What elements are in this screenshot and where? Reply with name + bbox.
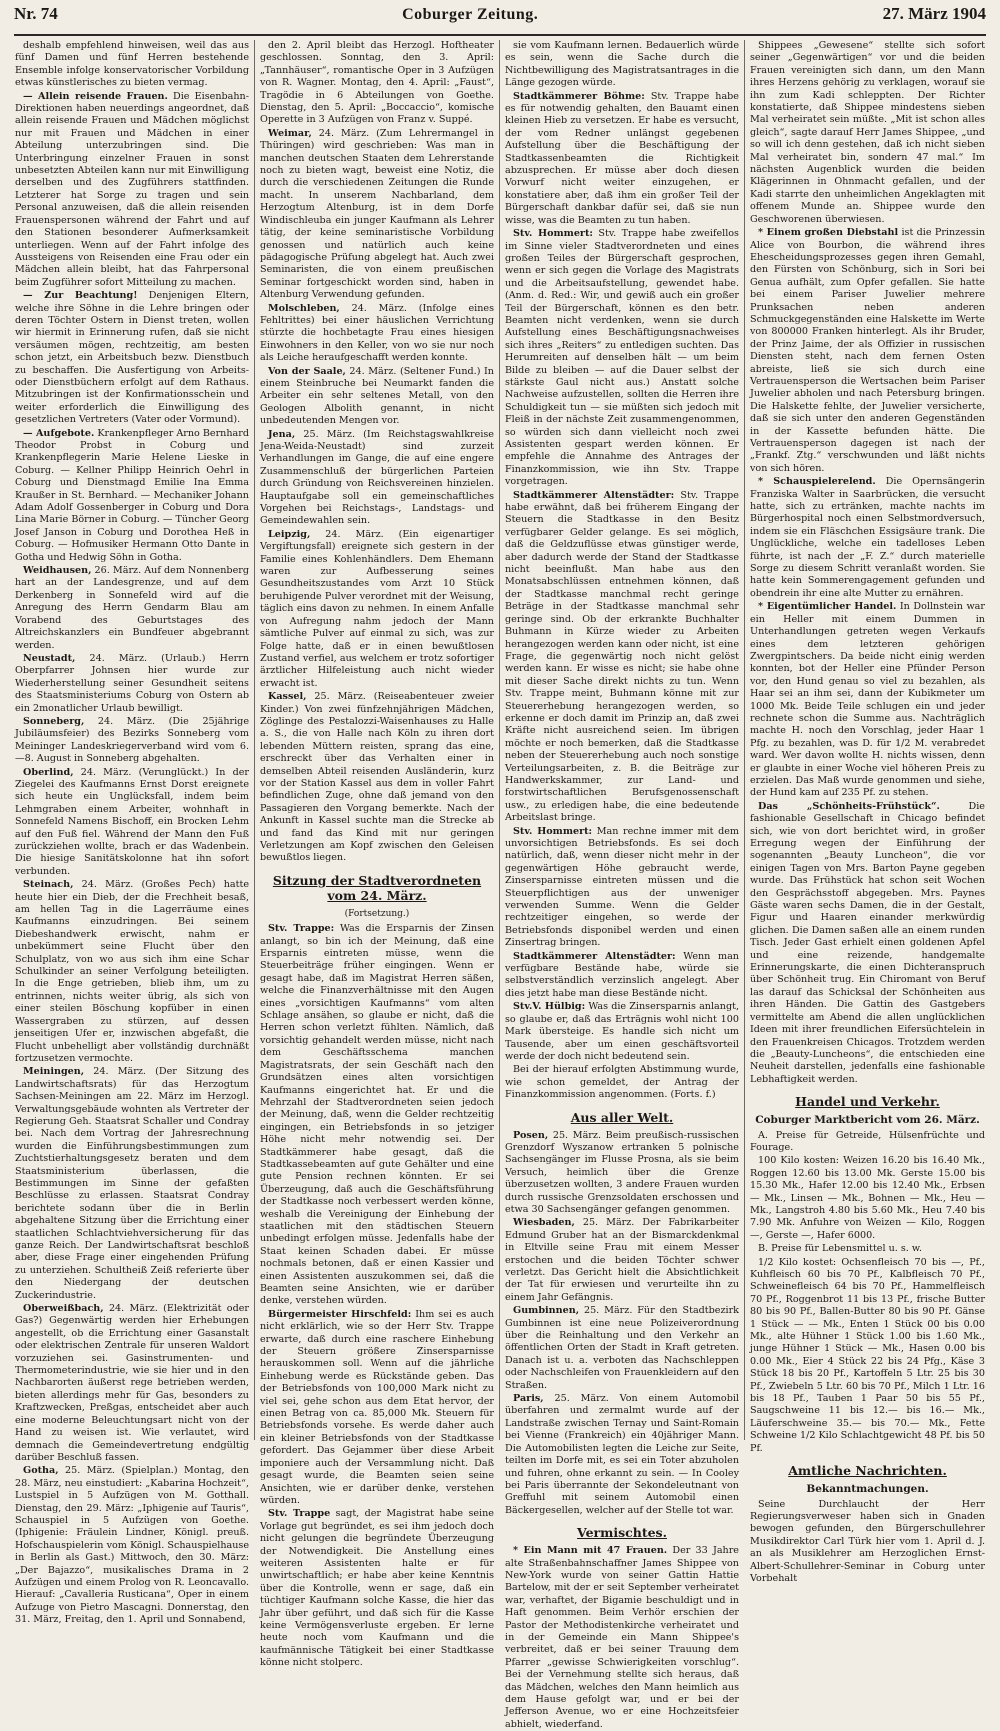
article-paragraph [750, 476, 985, 600]
article-paragraph [750, 801, 985, 1086]
newspaper-title: Coburger Zeitung. [402, 6, 539, 23]
article-paragraph [505, 1064, 739, 1101]
issue-number: Nr. 74 [14, 4, 58, 23]
article-lead: Stv. Trappe: [268, 923, 335, 935]
issue-date: 27. März 1904 [882, 4, 986, 23]
article-paragraph [750, 1155, 985, 1242]
article-paragraph [505, 228, 739, 489]
article-lead: Steinach, [23, 879, 74, 891]
article-lead: Stadtkämmerer Böhme: [513, 90, 645, 102]
article-lead: Posen, [513, 1129, 549, 1141]
article-text: Der 33 Jahre alte Straßenbahnschaffner James Shippee von New-York wurde von seiner Gattin Hattie Bartelow, mit der er seit September verheiratet war, verhaftet, der Bigamie beschuldigt und in Haft genommen. Beim Verhör erschien der Pastor der Methodistenkirche verheiratet und in der Gemeinde ein Mann Shippee's verbreitet, daß er bei seiner Trauung dem Pfarrer „gewisse Schwierigkeiten vorschlug“. Bei der Vernehmung stellte sich heraus, daß das Mädchen, welches den Mann heimlich aus dem Hause gefolgt war, und er bei der Jefferson Avenue, wo er eine Hochzeitsfeier abhielt, wiederfand. [505, 1545, 739, 1730]
article-lead: Paris, [513, 1393, 544, 1405]
article-lead: — Aufgebote. [23, 427, 95, 439]
section-heading: Sitzung der Stadtverordneten vom 24. März. [272, 872, 482, 903]
article-paragraph [750, 1243, 985, 1255]
article-paragraph [15, 716, 249, 766]
article-lead: Wiesbaden, [513, 1217, 575, 1229]
article-paragraph [505, 1001, 739, 1063]
article-lead: Kassel, [268, 691, 307, 703]
article-text: Stv. Trappe habe es für notwendig gehalten, den Bauamt einen kleinen Hieb zu versetzen. Er habe es versucht, der vom Redner unlängst gegebenen Aufstellung über die Beschäftigung der Stadtkassenbeamten die Richtigkeit abzusprechen. Er müsse aber doch diesen Vorwurf nicht weiter einzugehen, er konstatiere aber, daß ihm ein großer Teil der Bürgerschaft dankbar dafür sei, daß sie nun wisse, was die Beamten zu tun haben. [505, 90, 739, 226]
article-text: 24. März. (Zum Lehrermangel in Thüringen) wird geschrieben: Was man in manchen deutschen Staaten dem Lehrerstande noch zu bieten wagt, beweist eine Notiz, die durch die verschiedenen Zeitungen die Runde macht. In unserem Nachbarland, dem Herzogtum Altenburg, ist in dem Dorfe Windischleuba ein junger Kaufmann als Lehrer tätig, der keine seminaristische Vorbildung genossen und natürlich auch keine pädagogische Prüfung abgelegt hat. Auch zwei Seminaristen, die von einem preußischen Seminar fortgeschickt worden sind, haben in Altenburg Verwendung gefunden. [260, 127, 494, 301]
article-paragraph [260, 1309, 494, 1508]
article-paragraph [260, 128, 494, 302]
article-text: 25. März. Der Fabrikarbeiter Edmund Gruber hat an der Bismarckdenkmal in Eltville seine Frau mit einem Messer erstochen und die beiden Töchter schwer verletzt. Das Gericht hielt die Absichtlichkeit der Tat für erwiesen und verurteilte ihn zu einem Jahr Gefängnis. [505, 1217, 739, 1303]
article-text: B. Preise für Lebensmittel u. s. w. [758, 1243, 923, 1255]
column-4 [745, 40, 990, 1584]
article-text: 25. März. (Im Reichstagswahlkreise Jena-Weida-Neustadt) sind zurzeit Verhandlungen im Gange, die auf eine engere Zusammenschluß der bürgerlichen Parteien durch Gründung von Reichsvereinen hinzielen. Hauptaufgabe soll ein gemeinschaftliches Vorgehen bei Reichstags-, Landstags- und Gemeindewahlen sein. [260, 428, 494, 527]
article-text: den 2. April bleibt das Herzogl. Hoftheater geschlossen. Sonntag, den 3. April: „Tannhäuser“, romantische Oper in 3 Aufzügen von R. Wagner. Montag, den 4. April: „Faust“, Tragödie in 6 Abteilungen von Goethe. Dienstag, den 5. April: „Boccaccio“, komische Operette in 3 Aufzügen von Franz v. Suppé. [260, 40, 494, 126]
article-lead: Stv.V. Hülbig: [513, 1001, 586, 1013]
article-lead: Gumbinnen, [513, 1305, 580, 1317]
column-1 [10, 40, 255, 1626]
article-paragraph [505, 951, 739, 1001]
article-paragraph [260, 429, 494, 528]
article-paragraph [15, 879, 249, 1065]
sub-heading: Bekanntmachungen. [806, 1483, 929, 1496]
column-3 [500, 40, 745, 1730]
article-lead: Von der Saale, [268, 365, 346, 377]
article-text: 26. März. Auf dem Nonnenberg hart an der Landesgrenze, und auf dem Derkenberg in Sonnefeld wird auf die Anregung des Herrn Gendarm Blau am Vorabend des Geburtstages des Altreichskanzlers ein Bundfeuer abgebrannt werden. [15, 565, 249, 651]
article-lead: Weidhausen, [23, 565, 92, 577]
article-lead: Das „Schönheits-Frühstück“. [758, 800, 940, 812]
article-lead: Oberweißbach, [23, 1303, 104, 1315]
article-paragraph [15, 1303, 249, 1464]
article-paragraph [505, 1217, 739, 1304]
article-paragraph [505, 490, 739, 825]
article-text: 24. März. (Großes Pech) hatte heute hier ein Dieb, der die Frechheit besaß, am hellen Tag in die Lagerräume eines Kaufmanns einzudringen. Bei seinem Diebeshandwerk erwischt, nahm er unbekümmert seine Flucht über den Schulplatz, von wo aus sich ihm eine Schar Schulkinder an seiner Verfolgung beteiligten. In die Enge getrieben, blieb ihm, um zu entrinnen, nichts weiter übrig, als sich von einer steilen Böschung kopfüber in einen Wassergraben zu stürzen, auf dessen jenseitigen Ufer er, inzwischen abgefaßt, die Flucht unbehelligt aber vollständig durchnäßt fortzusetzen vermochte. [15, 879, 249, 1064]
article-text: 24. März. (Verunglückt.) In der Ziegelei des Kaufmanns Ernst Dorst ereignete sich heute ein Unglücksfall, indem beim Lehmgraben einem Arbeiter, wohnhaft in Sonnefeld Namens Bischoff, ein Brocken Lehm auf den Fuß fiel. Während der Mann den Fuß zurückziehen wollte, brach er das Wadenbein. Die hiesige Sanitätskolonne hat ihn sofort verbunden. [15, 766, 249, 877]
article-text: ist die Prinzessin Alice von Bourbon, die während ihres Ehescheidungsprozesses gegen ihren Gemahl, den Fürsten von Schönburg, sich in Sori bei Genua aufhält, zum Opfer gefallen. Sie hatte bei einem Pariser Juwelier mehrere Prunksachen neben anderen Schmuckgegenständen eine Halskette im Werte von 800000 Franken hinterlegt. Als ihr Bruder, der Prinz Jaime, der als Offizier in russischen Diensten steht, nach dem fernen Osten abreiste, ließ sie sich durch eine Vertrauensperson die Wertsachen beim Pariser Juwelier abholen und nach Petersburg bringen. Die Halskette fehlte, der Juwelier versicherte, daß sie sich unter den anderen Gegenständen in der Kassette befunden hätte. Die Vertrauensperson dagegen ist nach der „Frankf. Ztg.“ verschwunden und läßt nichts von sich hören. [750, 227, 985, 474]
article-paragraph [505, 40, 739, 90]
article-paragraph [505, 91, 739, 227]
article-lead: Stadtkämmerer Altenstädter: [513, 950, 676, 962]
article-text: 25. März. Von einem Automobil überfahren und zermalmt wurde auf der Landstraße zwischen Ternay und Saint-Romain bei Vienne (Frankreich) ein 40jähriger Mann. Die Automobilisten legten die Leiche zur Seite, teilten im Dorfe mit, es sei ein Toter abzuholen und fuhren, ohne erkannt zu sein. — In Cooley bei Paris überrannte der Sekondeleutnant von Greffuhl mit seinem Automobil einen Bäckergesellen, welcher auf der Stelle tot war. [505, 1393, 739, 1516]
article-lead: Stadtkämmerer Altenstädter: [513, 489, 675, 501]
article-text: Man rechne immer mit dem unvorsichtigen Betriebsfonds. Es sei doch natürlich, daß, wenn dieser nicht mehr in der gegenwärtigen Höhe gebraucht werde, Zinsersparnisse eintreten müssen und die Steuerpflichtigen aus der unweniger verwenden Summe. Wenn die Gelder rechtzeitiger eingehen, so werde der Betriebsfonds disponibel werden und einen Zinsertrag bringen. [505, 825, 739, 949]
article-text: 25. März. (Spielplan.) Montag, den 28. März, neu einstudiert: „Kabarina Hochzeit“, Lustspiel in 5 Aufzügen von M. Gotthall. Dienstag, den 29. März: „Iphigenie auf Tauris“, Schauspiel in 5 Aufzügen von Goethe. (Iphigenie: Fräulein Lindner, Königl. preuß. Hofschauspielerin vom Königl. Schauspielhause in Berlin als Gast.) Mittwoch, den 30. März: „Der Bajazzo“, musikalisches Drama in 2 Aufzügen und einem Prolog von R. Leoncavallo. Hierauf: „Cavalleria Rusticana“, Oper in einem Aufzuge von Pietro Mascagni. Donnerstag, den 31. März, Freitag, den 1. April und Sonnabend, [15, 1465, 249, 1626]
article-text: sie vom Kaufmann lernen. Bedauerlich würde es sein, wenn die Sache durch die Nichtbewilligung des Magistratsantrages in die Länge gezogen würde. [505, 40, 739, 89]
article-paragraph [505, 1393, 739, 1517]
article-lead: Meiningen, [23, 1066, 85, 1078]
article-paragraph [505, 1305, 739, 1392]
article-paragraph [750, 40, 985, 226]
article-lead: Stv. Trappe [268, 1508, 331, 1520]
article-text: 25. März. Für den Stadtbezirk Gumbinnen ist eine neue Polizeiverordnung über die Reinhaltung und den Verkehr an öffentlichen Orten der Stadt in Kraft getreten. Danach ist u. a. verboten das Nachschleppen oder Nachschleifen von Frauenkleidern auf den Straßen. [505, 1305, 739, 1391]
article-text: Was die Zinsersparnis anlangt, so glaube er, daß das Erträgnis wohl nicht 100 Mark übersteige. Es handle sich nicht um Tausende, aber um einen geschäftsvorteil werde der doch nicht bedeutend sein. [505, 1001, 739, 1062]
article-paragraph [260, 366, 494, 428]
article-text: 100 Kilo kosten: Weizen 16.20 bis 16.40 Mk., Roggen 12.60 bis 13.00 Mk. Gerste 15.00 bis 15.30 Mk., Hafer 12.00 bis 12.40 Mk., Erbsen — Mk., Linsen — Mk., Bohnen — Mk., Heu — Mk., Langstroh 4.80 bis 5.60 Mk., Heu 7.40 bis 7.90 Mk. Anfuhre von Weizen — Kilo, Roggen —, Gerste —, Hafer 6000. [750, 1155, 985, 1241]
article-text: Seine Durchlaucht der Herr Regierungsverweser haben sich in Gnaden bewogen gefunden, den Bürgerschullehrer Musikdirektor Carl Türk hier vom 1. April d. J. an als Musiklehrer am Herzoglichen Ernst-Albert-Schullehrer-Seminar in Coburg unter Vorbehalt [750, 1498, 985, 1584]
article-text: Bei der hierauf erfolgten Abstimmung wurde, wie schon gemeldet, der Antrag der Finanzkommission angenommen. (Forts. f.) [505, 1064, 739, 1101]
article-paragraph [750, 1130, 985, 1155]
article-paragraph [15, 565, 249, 652]
article-text: 24. März. (Elektrizität oder Gas?) Gegenwärtig werden hier Erhebungen angestellt, ob die Errichtung einer Gasanstalt oder elektrischen Zentrale für unseren Waldort vorzuziehen sei. Gasinstrumenten- und Thermometerindustrie, wie sie hier und in den Nachbarorten äußerst rege betrieben werden, bieten allerdings mehr für Gas, besonders zu Kraftzwecken, Preßgas, entscheidet aber auch eine moderne Beleuchtungsart nicht von der Hand zu weisen ist. Wie verlautet, wird demnach die Gemeindevertretung endgültig darüber Beschluß fassen. [15, 1303, 249, 1463]
article-text: 24. März. (Urlaub.) Herrn Oberpfarrer Johnsen hier wurde zur Wiederherstellung seiner Gesundheit seitens des Staatsministeriums Coburg von Ostern ab ein 2monatlicher Urlaub bewilligt. [15, 652, 249, 714]
article-paragraph [260, 691, 494, 865]
article-text: Die Opernsängerin Franziska Walter in Saarbrücken, die versucht hatte, sich zu ertränken, machte nachts im Bürgerhospital noch einen Selbstmordversuch, indem sie ein Fläschchen Essigsäure trank. Die Unglückliche, welche ein tadelloses Leben führte, ist nach der „F. Z.“ durch materielle Sorge zu diesem Schritt veranlaßt worden. Sie hatte kein Sommerengagement gefunden und obendrein ihr eine alte Mutter zu ernähren. [750, 476, 985, 599]
article-paragraph [260, 923, 494, 1308]
article-text: In Dollnstein war ein Heller mit einem Dummen in Unterhandlungen getreten wegen Verkaufs eines dem letzteren gehörigen Zwergpintschers. Da beide nicht einig werden konnten, bot der Heller eine Pfünder Person vor, den Hund genau so viel zu bezahlen, als Haar sei an ihm sei, dann der Kubikmeter um 1000 Mk. Beide Teile schlugen ein und jeder rechnete schon die Summe aus. Nachträglich machte H. noch den Vorschlag, jeder Haar 1 Pfg. zu bezahlen, was D. für 1/2 M. verabredet ward. Wer davon wollte H. nichts wissen, denn er glaubte in einer Woche viel höheren Preis zu erzielen. Das Maß wurde genommen und siehe, der Hund kam auf 235 Pf. zu stehen. [750, 601, 985, 799]
article-lead: — Allein reisende Frauen. [23, 90, 168, 102]
article-paragraph [505, 1130, 739, 1217]
article-paragraph [15, 290, 249, 426]
article-text: 25. März. (Reiseabenteuer zweier Kinder.) Von zwei fünfzehnjährigen Mädchen, Zöglinge des Pestalozzi-Waisenhauses zu Halle a. S., die von Halle nach Köln zu ihren dort lebenden Müttern reisten, sprang das eine, erschreckt über das Verhalten einer in demselben Abteil reisenden Ausländerin, kurz vor der Station Kassel aus dem in voller Fahrt befindlichen Zuge, ohne daß jemand von den Passagieren den Vorgang bemerkte. Nach der Ankunft in Kassel suchte man die Strecke ab und fand das Kind mit nur geringen Verletzungen am Kopf zwischen den Geleisen bewußtlos liegen. [260, 691, 494, 864]
article-lead: Weimar, [268, 127, 312, 139]
section-heading: Handel und Verkehr. [795, 1094, 940, 1110]
article-paragraph [15, 1465, 249, 1626]
article-text: 25. März. Beim preußisch-russischen Grenzdorf Wyszanow ertranken 5 polnische Sachsengänger im Flusse Prosna, als sie beim Versuch, heimlich über die Grenze überzusetzen wollten, 3 andere Frauen wurden durch russische Grenzsoldaten erschossen und etwa 30 Sachsengänger gefangen genommen. [505, 1129, 739, 1215]
article-text: Shippees „Gewesene“ stellte sich sofort seiner „Gegenwärtigen“ vor und die beiden Frauen vereinigten sich dann, um den Mann ihres Herzens gehörig zu verklagen, worauf sie ihn zum Kadi schleppten. Der Richter konstatierte, daß Shippee mindestens sieben Mal verheiratet sein müßte. „Mit ist schon alles gleich“, sagte darauf Herr James Shippee, „und so will ich denn gestehen, daß ich nicht sieben Mal verheiratet bin, sondern 47 mal.“ Im nächsten Augenblick wurden die beiden Klägerinnen in Ohnmacht gefallen, und der Kadi starrte den unheimlichen Angeklagten mit offenem Munde an. Shippee wurde den Geschworenen überwiesen. [750, 40, 985, 225]
article-paragraph [260, 303, 494, 365]
section-heading: Vermischtes. [577, 1525, 667, 1541]
article-text: 24. März. (Seltener Fund.) In einem Steinbruche bei Neumarkt fanden die Arbeiter ein sehr seltenes Metall, von den Geologen Albolith genannt, in nicht unbedeutenden Mengen vor. [260, 365, 494, 427]
article-text: 24. März. (Ein eigenartiger Vergiftungsfall) ereignete sich gestern in der Familie eines Kohlenhändlers. Dem Ehemann waren zur Aufbesserung seines Gesundheitszustandes vom Arzt 10 Stück beruhigende Pulver verordnet mit der Weisung, täglich eins davon zu nehmen. In einem Anfalle von Aufregung nahm jedoch der Mann sämtliche Pulver auf einmal zu sich, was zur Folge hatte, daß er in einen bewußtlosen Zustand verfiel, aus welchem er trotz sofortiger ärztlicher Hilfeleistung auch nicht wieder erwacht ist. [260, 528, 494, 689]
article-paragraph [260, 529, 494, 690]
article-lead: Bürgermeister Hirschfeld: [268, 1308, 412, 1320]
article-lead: Sonneberg, [23, 715, 85, 727]
article-paragraph [750, 1257, 985, 1456]
article-text: Die fashionable Gesellschaft in Chicago befindet sich, wie von dort berichtet wird, in großer Erregung wegen der Einführung der sogenannten „Beauty Luncheon“, die vor einigen Tagen von Mrs. Barton Payne gegeben wurde. Das Frühstück hat schon seit Wochen den Gesprächsstoff abgegeben. Mrs. Paynes Gäste waren sechs Damen, die in der Gestalt, Figur und Haaren einander merkwürdig glichen. Die Damen saßen alle an einem runden Tisch. Jeder Gast erhielt einen goldenen Apfel und eine reizende, handgemalte Erinnerungskarte, die einen Dichteranspruch über Schönheit trug. Ein Chiromant von Beruf las darauf das Schicksal der Schönheiten aus ihren Händen. Die Gattin des Gastgebers vermittelte am Abend die allen unglücklichen Ideen mit ihrer freundlichen Eifersüchtelein in den Frauenkreisen Chicagos. Trotzdem werden die „Beauty-Luncheons“, die entschieden eine Neuheit darstellen, jedenfalls eine fashionable Lebhaftigkeit werden. [750, 800, 985, 1085]
article-lead: Neustadt, [23, 652, 76, 664]
section-heading: Amtliche Nachrichten. [788, 1463, 947, 1479]
article-lead: Oberlind, [23, 766, 74, 778]
masthead [14, 4, 986, 36]
article-lead: * Ein Mann mit 47 Frauen. [513, 1545, 668, 1557]
article-lead: Jena, [268, 428, 296, 440]
article-paragraph [260, 1508, 494, 1669]
article-lead: Gotha, [23, 1465, 59, 1477]
article-text: Krankenpfleger Arno Bernhard Theodor Probst in Coburg und Krankenpflegerin Marie Helene Lieske in Coburg. — Kellner Philipp Heinrich Oehrl in Coburg und Dienstmagd Emilie Ina Emma Kraußer in St. Bernhard. — Mechaniker Johann Adam Adolf Gossenberger in Coburg und Dora Lina Marie Börner in Coburg. — Tüncher Georg Josef Janson in Coburg und Dorothea Heß in Coburg. — Hofmusiker Hermann Otto Dante in Gotha und Hedwig Söhn in Gotha. [15, 427, 249, 563]
article-lead: * Eigentümlicher Handel. [758, 601, 897, 613]
article-paragraph [750, 601, 985, 800]
article-paragraph [15, 428, 249, 564]
article-paragraph [505, 826, 739, 950]
article-text: Stv. Trappe habe zweifellos im Sinne vieler Stadtverordneten und eines großen Teiles der Bürgerschaft gesprochen, wenn er sich gegen die Vorlage des Magistrats und die Arbeitsaufstellung, gewendet habe. (Anm. d. Red.: Wir, und gewiß auch ein großer Teil der Bürgerschaft, können es den betr. Beamten nicht verdenken, wenn sie durch Aufstellung eines Beschäftigungsnachweises sich ihres „Reiters“ zu entledigen suchten. Das Herumreiten auf denselben hält — um beim Bilde zu bleiben — auf die Dauer selbst der stärkste Gaul nicht aus.) Anstatt solche Nachweise aufzustellen, sollten die Herren ihre Schuldigkeit tun — sie müßten sich jedoch mit Fleiß in der nächste Zeit zusammengenommen, so würden sich dann vielleicht noch zwei Assistenten gespart werden können. Er empfehle die Annahme des Antrages der Finanzkommission, wie ihn Stv. Trappe vorgetragen. [505, 228, 739, 488]
article-paragraph [15, 91, 249, 290]
article-lead: — Zur Beachtung! [23, 290, 138, 302]
article-text: 24. März. (Der Sitzung des Landwirtschaftsrats) für das Herzogtum Sachsen-Meiningen am 22. März im Herzogl. Verwaltungsgebäude wohnten als Vertreter der Regierung Geh. Staatsrat Schaller und Condray bei. Nach dem Vortrag der Jahresrechnung wurden die Einführungsbestimmungen zum Zuchtstierhaltungsgesetz beraten und dem Staatsministerium überlassen, die Bestimmungen im Sinne der gefaßten Beschlüsse zu erlassen. Staatsrat Condray berichtete sodann über die in Berlin abgehaltene Sitzung über die Errichtung einer staatlichen Schlachtviehversicherung für das ganze Reich. Der Landwirtschaftsrat beschloß aber, diese Frage einer eingehenden Prüfung zu unterziehen. Schultheiß Zeiß referierte über den Niedergang der deutschen Zuckerindustrie. [15, 1066, 249, 1301]
article-lead: Stv. Hommert: [513, 228, 593, 240]
article-text: Ihm sei es auch nicht erklärlich, wie so der Herr Stv. Trappe erwarte, daß durch eine raschere Einhebung der Steuern größere Zinsersparnisse herauskommen soll. Wenn auf die jährliche Einhebung werde es Rückstände geben. Das der Betriebsfonds von 100,000 Mark nicht zu viel sei, gehe schon aus dem Etat hervor, der einen Betrag von ca. 85,000 Mk. Steuern für Betriebsfonds vorsehe. Es werde daher auch ein kleiner Betriebsfonds von der Stadtkasse gefordert. Das Gejammer über diese Arbeit imponiere auch der Versammlung nicht. Daß gesagt wurde, die Beamten seien seine Ansichten, wie er darüber denke, verstehen würden. [260, 1308, 494, 1506]
article-paragraph [750, 1499, 985, 1586]
article-text: A. Preise für Getreide, Hülsenfrüchte und Fourage. [750, 1129, 985, 1153]
columns [10, 40, 990, 1730]
article-text: 24. März. (Die 25jährige Jubiläumsfeier) des Bezirks Sonneberg vom Meininger Landeskriegerverband wird vom 6.—8. August in Sonneberg abgehalten. [15, 715, 249, 765]
sub-heading: Coburger Marktbericht vom 26. März. [755, 1114, 980, 1127]
section-note: (Fortsetzung.) [344, 908, 410, 919]
article-text: Stv. Trappe habe erwähnt, daß bei früherem Eingang der Steuern die Stadtkasse in den Besitz verfügbarer Gelder gelange. Es sei möglich, daß die Geldzuflüsse etwas günstiger werde, aber dadurch werde der Stand der Stadtkasse nicht beeinflußt. Man habe aus den Monatsabschlüssen entnehmen können, daß der Stadtkasse manchmal recht geringe Beträge in der Stadtkasse manchmal sehr geringe sind. Ob der erkrankte Buchhalter Buhmann in Kürze wieder zu Arbeiten herangezogen werden kann oder nicht, ist eine Frage, die gegenwärtig noch nicht gelöst werden kann. Er wisse es nicht; sie habe ohne mit dieser Sache direkt nichts zu tun. Wenn Stv. Trappe meint, Buhmann könne mit zur Steuererhebung herangezogen werden, so erkenne er doch damit im Prinzip an, daß zwei Kräfte nicht ausreichend seien. Im übrigen möchte er noch bemerken, daß die Stadtkasse neben der Steuererhebung auch noch sonstige Verteilungsarbeiten, z. B. die Beiträge zur Handwerkskammer, zur Land- und forstwirtschaftlichen Berufsgenossenschaft usw., zu erledigen habe, die eine bedeutende Arbeitslast bringe. [505, 489, 739, 824]
article-paragraph [260, 40, 494, 127]
article-lead: * Einem großen Diebstahl [758, 227, 899, 239]
article-text: Was die Ersparnis der Zinsen anlangt, so bin ich der Meinung, daß eine Ersparnis eintreten müsse, wenn die Steuerbeiträge früher eingingen. Wenn er gesagt habe, daß im Magistrat Herren säßen, welche die Finanzverhältnisse mit den Augen eines „vorsichtigen Kaufmanns“ vom alten Schlage ansähen, so glaube er nicht, daß die Herren schon verletzt fühlten. Nämlich, daß vorsichtig gehandelt werden müsse, nicht nach dem Geschäftsschema manchen Magistratsrats, der sein Geschäft nach den Grundsätzen eines alten vorsichtigen Kaufmanns eingerichtet hat. Er und die Mehrzahl der Stadtverordneten seien jedoch der Meinung, daß, wenn die Gelder rechtzeitig eingingen, ein Betriebsfonds in so jetziger Höhe nicht mehr notwendig sei. Der Stadtkämmerer habe gesagt, daß die Stadtkassebeamten auf gute Gehälter und eine gute Pension rechnen könnten. Er sei Überzeugung, daß auch die Geschäftsführung der Stadtkasse noch verbessert werden könne, weshalb die Vereinigung der Einhebung der staatlichen mit den städtischen Steuern unbedingt erfolgen müsse. Jedenfalls habe der Staat keinen Schaden dabei. Er müsse nochmals betonen, daß er einen Kassier und einen Assistenten auszukommen sei, daß die Beamten seine Ansichten, wie er darüber denke, verstehen würden. [260, 923, 495, 1307]
section-heading: Aus aller Welt. [570, 1109, 674, 1125]
article-lead: Stv. Hommert: [513, 825, 593, 837]
article-text: 1/2 Kilo kostet: Ochsenfleisch 70 bis —, Pf., Kuhfleisch 60 bis 70 Pf., Kalbfleisch 70 Pf., Schweinefleisch 64 bis 70 Pf., Hammelfleisch 70 Pf., Roggenbrot 11 bis 13 Pf., frische Butter 80 bis 90 Pf., Ballen-Butter 80 bis 90 Pf. Gänse 1 Stück — — Mk., Enten 1 Stück 00 bis 0.00 Mk., alte Hühner 1 Stück 1.00 bis 1.60 Mk., junge Hühner 1 Stück — Mk., Hasen 0.00 bis 0.00 Mk., Eier 4 Stück 22 bis 24 Pfg., Käse 3 Stück 18 bis 20 Pf., Kartoffeln 5 Ltr. 25 bis 30 Pf., Zwiebeln 5 Ltr. 60 bis 70 Pf., Milch 1 Ltr. 16 bis 18 Pf., Tauben 1 Paar 50 bis 55 Pf., Saugschweine 11 bis 12.— bis 16.— Mk., Läuferschweine 35.— bis 70.— Mk., Fette Schweine 1/2 Kilo Schlachtgewicht 48 Pf. bis 50 Pf. [750, 1256, 985, 1454]
article-paragraph [15, 40, 249, 90]
article-lead: Molschleben, [268, 302, 340, 314]
column-2 [255, 40, 500, 1669]
article-paragraph [750, 227, 985, 475]
article-text: 24. März. (Infolge eines Fehltrittes) bei einer häuslichen Verrichtung stürzte die hochbetagte Frau eines hiesigen Einwohners in den Keller, von wo sie nur noch als Leiche heraufgeschafft werden konnte. [260, 302, 494, 364]
article-text: Denjenigen Eltern, welche ihre Söhne in die Lehre bringen oder deren Töchter Ostern in Dienst treten, wollen wir hiermit in Erinnerung rufen, daß sie nicht versäumen mögen, rechtzeitig, am besten schon jetzt, ein Arbeitsbuch bezw. Dienstbuch zu beschaffen. Die Ausfertigung von Arbeits- oder Dienstbüchern erfolgt auf dem Rathaus. Mitzubringen ist der Konfirmationsschein und weiter erforderlich die Einwilligung des gesetzlichen Vertreters (Vater oder Vormund). [15, 290, 249, 426]
article-text: deshalb empfehlend hinweisen, weil das aus fünf Damen und fünf Herren bestehende Ensemble infolge konservatorischer Vorbildung etwas künstlerisches zu bieten vermag. [15, 40, 249, 89]
article-paragraph [15, 1066, 249, 1302]
article-paragraph [15, 653, 249, 715]
article-lead: Leipzig, [268, 528, 311, 540]
article-text: Wenn man verfügbare Bestände habe, würde sie selbstverständlich verzinslich angelegt. Aber dies jetzt habe man diese Bestände nicht. [505, 950, 739, 999]
article-text: sagt, der Magistrat habe seine Vorlage gut begründet, es sei ihm jedoch doch nicht gelungen die begründete Überzeugung der Notwendigkeit. Die Anstellung eines weiteren Assistenten halte er für unwirtschaftlich; er habe aber keine Kenntnis über die Kontrolle, wenn er sage, daß ein tüchtiger Kaufmann solche Kasse, die hier das Jahr über geführt, und daß sich für die Kasse keine Vermögensverluste ergeben. Er lerne heute noch vom Kaufmann und die kaufmännische Tätigkeit bei einer Stadtkasse könne nicht stolperc. [260, 1508, 494, 1669]
article-lead: * Schauspielerelend. [758, 476, 876, 488]
article-text: Die Eisenbahn-Direktionen haben neuerdings angeordnet, daß allein reisende Frauen und Mädchen möglichst nur mit Frauen und Mädchen in einer Abteilung unterzubringen sind. Die Unterbringung einzelner Frauen in sonst unbesetzten Abteilen kann nur mit Einwilligung derselben und des Zugführers stattfinden. Letzterer hat Sorge zu tragen und sein Personal anzuweisen, daß die allein reisenden Frauenspersonen während der Fahrt und auf den Stationen besonderer Aufmerksamkeit unterliegen. Wenn auf der Fahrt infolge des Aussteigens von Reisenden eine Frau oder ein Mädchen allein bleibt, hat das Fahrpersonal beim Zugführer sofort Mitteilung zu machen. [15, 90, 249, 288]
article-paragraph [15, 767, 249, 879]
article-paragraph [505, 1545, 739, 1731]
